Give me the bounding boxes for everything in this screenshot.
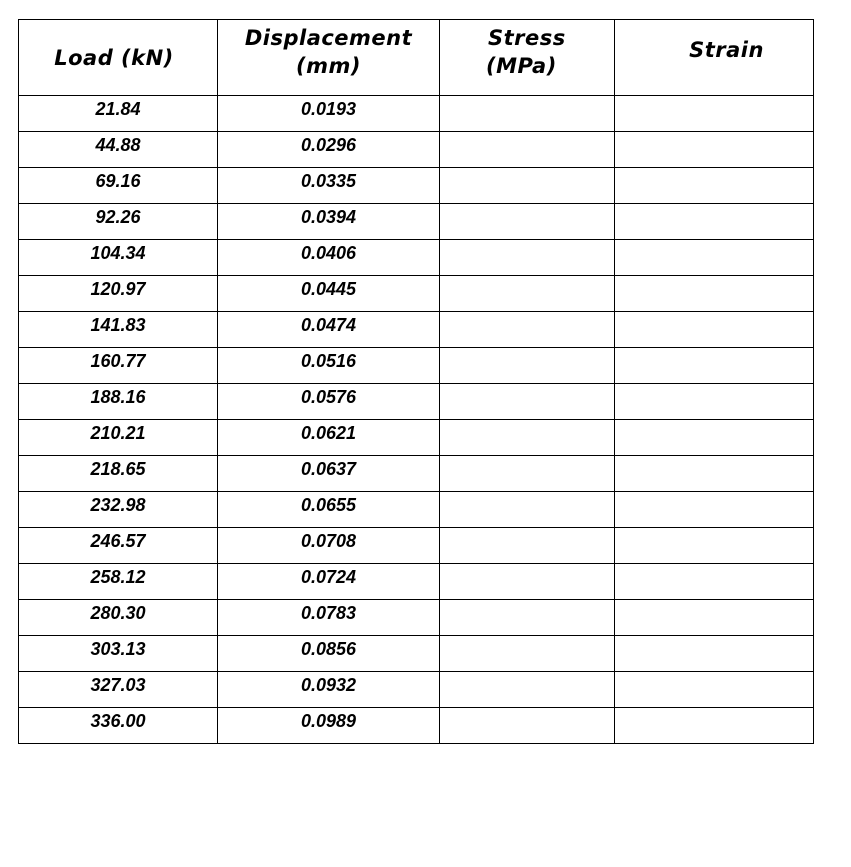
displacement-cell: 0.0637 bbox=[218, 456, 440, 492]
strain-cell bbox=[615, 132, 814, 168]
stress-cell bbox=[440, 564, 615, 600]
table-row bbox=[19, 132, 814, 168]
strain-cell bbox=[615, 204, 814, 240]
load-cell: 160.77 bbox=[19, 348, 218, 384]
displacement-cell: 0.0474 bbox=[218, 312, 440, 348]
displacement-cell: 0.0296 bbox=[218, 132, 440, 168]
table-row bbox=[19, 168, 814, 204]
displacement-cell: 0.0621 bbox=[218, 420, 440, 456]
header-strain-label: Strain bbox=[689, 38, 764, 62]
load-cell: 210.21 bbox=[19, 420, 218, 456]
table-row bbox=[19, 492, 814, 528]
load-cell: 218.65 bbox=[19, 456, 218, 492]
strain-cell bbox=[615, 348, 814, 384]
displacement-cell: 0.0708 bbox=[218, 528, 440, 564]
table-row bbox=[19, 204, 814, 240]
displacement-cell: 0.0516 bbox=[218, 348, 440, 384]
stress-cell bbox=[440, 348, 615, 384]
load-cell: 141.83 bbox=[19, 312, 218, 348]
load-cell: 104.34 bbox=[19, 240, 218, 276]
displacement-cell: 0.0856 bbox=[218, 636, 440, 672]
displacement-cell: 0.0724 bbox=[218, 564, 440, 600]
strain-cell bbox=[615, 420, 814, 456]
stress-cell bbox=[440, 708, 615, 744]
table-row bbox=[19, 276, 814, 312]
load-cell: 92.26 bbox=[19, 204, 218, 240]
load-cell: 69.16 bbox=[19, 168, 218, 204]
table-row bbox=[19, 564, 814, 600]
strain-cell bbox=[615, 636, 814, 672]
strain-cell bbox=[615, 240, 814, 276]
strain-cell bbox=[615, 672, 814, 708]
displacement-cell: 0.0655 bbox=[218, 492, 440, 528]
strain-cell bbox=[615, 168, 814, 204]
strain-cell bbox=[615, 600, 814, 636]
stress-cell bbox=[440, 672, 615, 708]
displacement-cell: 0.0576 bbox=[218, 384, 440, 420]
table-row bbox=[19, 528, 814, 564]
header-displacement-unit: (mm) bbox=[296, 54, 361, 78]
strain-cell bbox=[615, 384, 814, 420]
strain-cell bbox=[615, 528, 814, 564]
table-row bbox=[19, 672, 814, 708]
displacement-cell: 0.0783 bbox=[218, 600, 440, 636]
header-stress-unit: (MPa) bbox=[486, 54, 557, 78]
load-cell: 232.98 bbox=[19, 492, 218, 528]
table-row bbox=[19, 312, 814, 348]
strain-cell bbox=[615, 492, 814, 528]
stress-cell bbox=[440, 96, 615, 132]
displacement-cell: 0.0445 bbox=[218, 276, 440, 312]
table-row bbox=[19, 636, 814, 672]
stress-cell bbox=[440, 600, 615, 636]
load-cell: 44.88 bbox=[19, 132, 218, 168]
displacement-cell: 0.0193 bbox=[218, 96, 440, 132]
stress-cell bbox=[440, 204, 615, 240]
header-stress-label: Stress bbox=[488, 26, 566, 50]
table-body bbox=[19, 96, 814, 744]
header-displacement-label: Displacement bbox=[244, 26, 413, 50]
header-displacement bbox=[218, 20, 440, 96]
displacement-cell: 0.0932 bbox=[218, 672, 440, 708]
stress-cell bbox=[440, 240, 615, 276]
load-cell: 246.57 bbox=[19, 528, 218, 564]
load-cell: 120.97 bbox=[19, 276, 218, 312]
stress-cell bbox=[440, 312, 615, 348]
strain-cell bbox=[615, 456, 814, 492]
stress-cell bbox=[440, 456, 615, 492]
stress-cell bbox=[440, 276, 615, 312]
load-cell: 327.03 bbox=[19, 672, 218, 708]
load-cell: 188.16 bbox=[19, 384, 218, 420]
table-row bbox=[19, 384, 814, 420]
header-strain bbox=[615, 20, 814, 96]
table-row bbox=[19, 708, 814, 744]
table-row bbox=[19, 240, 814, 276]
load-cell: 303.13 bbox=[19, 636, 218, 672]
table-row bbox=[19, 96, 814, 132]
strain-cell bbox=[615, 708, 814, 744]
header-stress bbox=[440, 20, 615, 96]
table-row bbox=[19, 348, 814, 384]
displacement-cell: 0.0406 bbox=[218, 240, 440, 276]
stress-cell bbox=[440, 528, 615, 564]
header-load bbox=[19, 20, 218, 96]
displacement-cell: 0.0989 bbox=[218, 708, 440, 744]
header-row bbox=[19, 20, 814, 96]
displacement-cell: 0.0394 bbox=[218, 204, 440, 240]
strain-cell bbox=[615, 276, 814, 312]
table-row bbox=[19, 420, 814, 456]
strain-cell bbox=[615, 96, 814, 132]
stress-cell bbox=[440, 636, 615, 672]
header-load-label: Load (kN) bbox=[54, 45, 174, 70]
table-row bbox=[19, 456, 814, 492]
stress-cell bbox=[440, 492, 615, 528]
displacement-cell: 0.0335 bbox=[218, 168, 440, 204]
stress-cell bbox=[440, 168, 615, 204]
stress-cell bbox=[440, 420, 615, 456]
stress-cell bbox=[440, 384, 615, 420]
load-displacement-table bbox=[18, 19, 814, 744]
table-row bbox=[19, 600, 814, 636]
load-cell: 336.00 bbox=[19, 708, 218, 744]
load-cell: 280.30 bbox=[19, 600, 218, 636]
load-cell: 258.12 bbox=[19, 564, 218, 600]
strain-cell bbox=[615, 312, 814, 348]
stress-cell bbox=[440, 132, 615, 168]
load-cell: 21.84 bbox=[19, 96, 218, 132]
strain-cell bbox=[615, 564, 814, 600]
